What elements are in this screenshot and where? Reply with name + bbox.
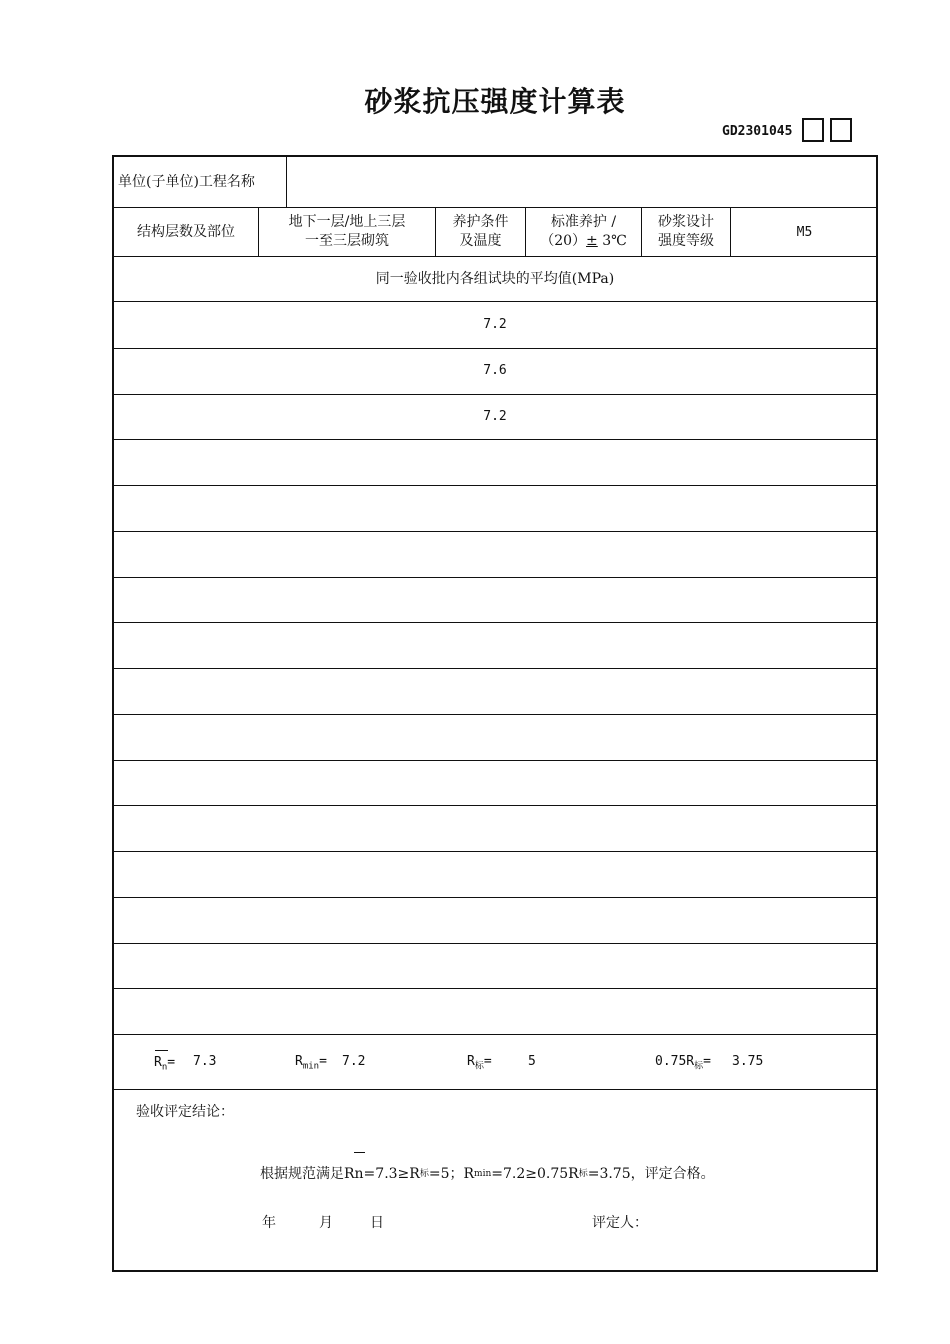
rmin-sub: min xyxy=(302,1061,320,1072)
curing-label-line2: 及温度 xyxy=(459,233,502,249)
curing-label xyxy=(436,208,525,256)
curing-value-line2-a: （20） xyxy=(540,233,587,249)
page-title: 砂浆抗压强度计算表 xyxy=(364,85,626,118)
structure-value-line1: 地下一层/地上三层 xyxy=(288,214,406,230)
curing-value-line2-b: 3℃ xyxy=(597,233,627,249)
grade-value: M5 xyxy=(796,224,813,240)
curing-label-line1: 养护条件 xyxy=(452,214,509,230)
form-table xyxy=(112,155,878,1272)
value-cell[interactable]: 7.2 xyxy=(483,317,507,332)
structure-value xyxy=(259,208,435,256)
curing-value-line1: 标准养护 / xyxy=(550,214,617,230)
table-row xyxy=(114,668,876,714)
r075-sub: 标 xyxy=(694,1061,704,1072)
curing-value xyxy=(526,208,641,256)
value-cell[interactable]: 7.2 xyxy=(483,408,507,424)
rstd-label: R xyxy=(467,1054,475,1069)
conclusion-sub1: 标 xyxy=(419,1168,429,1179)
rstd-eq: = xyxy=(483,1054,492,1069)
structure-value-line2: 一至三层砌筑 xyxy=(305,233,389,249)
conclusion-text-a: 根据规范满足Rn=7.3≥R xyxy=(260,1165,420,1182)
rmin-eq: = xyxy=(319,1054,327,1069)
rn-value: 7.3 xyxy=(193,1054,217,1069)
conclusion-text-b: =5；R xyxy=(428,1165,475,1182)
conclusion-text-d: =3.75，评定合格。 xyxy=(587,1165,715,1182)
assessor-label: 评定人： xyxy=(592,1214,648,1231)
table-row xyxy=(114,302,876,348)
rstd-sub: 标 xyxy=(474,1061,484,1072)
rmin-value: 7.2 xyxy=(342,1054,366,1069)
table-row xyxy=(114,714,876,760)
table-row xyxy=(114,439,876,485)
date-year: 年 xyxy=(262,1214,276,1231)
table-row xyxy=(114,897,876,943)
structure-label: 结构层数及部位 xyxy=(137,223,235,240)
section-title: 同一验收批内各组试块的平均值(MPa) xyxy=(375,270,615,287)
value-cell[interactable]: 7.6 xyxy=(483,362,507,378)
r075-value: 3.75 xyxy=(732,1054,764,1069)
table-row xyxy=(114,760,876,806)
conclusion-text xyxy=(256,1163,715,1185)
code-box-1[interactable] xyxy=(802,118,824,142)
stat-r075 xyxy=(655,1054,711,1072)
table-row xyxy=(114,988,876,1034)
stat-rn xyxy=(154,1055,175,1073)
table-row xyxy=(114,348,876,394)
form-code: GD2301045 xyxy=(722,124,793,139)
curing-value-pm: ± xyxy=(586,233,598,249)
table-row xyxy=(114,577,876,623)
grade-label xyxy=(642,208,730,256)
rmin-label: R xyxy=(295,1054,303,1069)
table-row xyxy=(114,531,876,577)
table-row xyxy=(114,851,876,897)
code-box-2[interactable] xyxy=(830,118,852,142)
conclusion-text-c: =7.2≥0.75R xyxy=(491,1165,579,1182)
grade-label-line1: 砂浆设计 xyxy=(658,214,714,230)
table-row xyxy=(114,943,876,989)
rn-label: R xyxy=(154,1055,162,1070)
table-row xyxy=(114,394,876,440)
rn-sub: n xyxy=(161,1062,168,1073)
conclusion-sub3: 标 xyxy=(578,1168,588,1179)
grade-label-line2: 强度等级 xyxy=(658,233,714,249)
date-day: 日 xyxy=(370,1214,384,1231)
conclusion-sub2: min xyxy=(474,1168,492,1179)
project-value-field[interactable] xyxy=(288,157,878,207)
conclusion-label: 验收评定结论： xyxy=(136,1103,234,1120)
r075-label: 0.75R xyxy=(655,1054,695,1069)
table-row xyxy=(114,485,876,531)
stat-rmin xyxy=(295,1054,327,1072)
table-row xyxy=(114,622,876,668)
date-month: 月 xyxy=(319,1214,333,1231)
table-row xyxy=(114,805,876,851)
stat-rstd xyxy=(467,1054,492,1072)
project-label: 单位(子单位)工程名称 xyxy=(118,173,255,190)
rstd-value: 5 xyxy=(528,1054,536,1069)
rn-eq: = xyxy=(167,1055,176,1070)
r075-eq: = xyxy=(703,1054,711,1069)
